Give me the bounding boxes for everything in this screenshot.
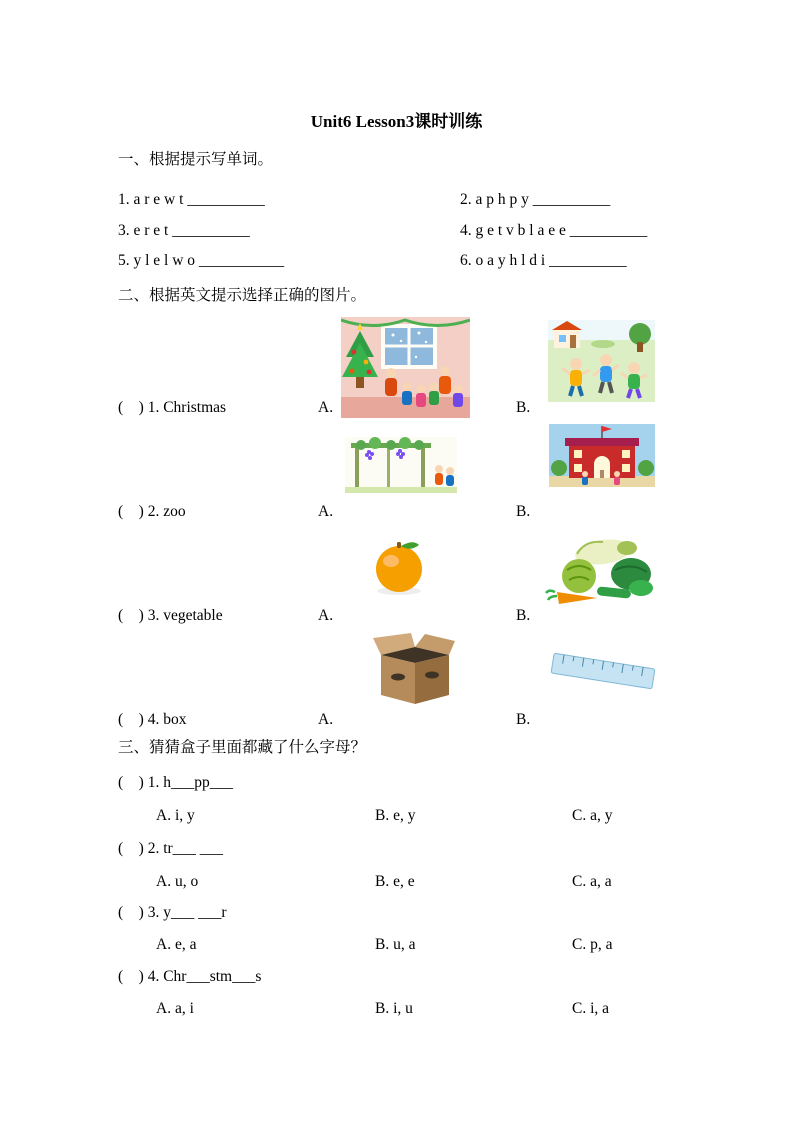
letter-question-3-option-c: C. p, a: [572, 936, 613, 953]
letter-question-4-option-b: B. i, u: [375, 1000, 413, 1017]
unscramble-item-3: 3. e r e t __________: [118, 222, 250, 239]
option-b-label: B.: [516, 711, 531, 728]
option-b-label: B.: [516, 503, 531, 520]
unscramble-item-5: 5. y l e l w o ___________: [118, 252, 285, 269]
option-a-label: A.: [318, 399, 334, 416]
option-a-label: A.: [318, 711, 334, 728]
letter-question-4-option-c: C. i, a: [572, 1000, 610, 1017]
option-b-label: B.: [516, 607, 531, 624]
children-playing-image: [548, 320, 655, 402]
letter-question-2-option-c: C. a, a: [572, 873, 612, 890]
unscramble-item-1: 1. a r e w t __________: [118, 191, 265, 208]
section1-heading: 一、根据提示写单词。: [118, 151, 274, 168]
grape-trellis-image: [345, 437, 457, 493]
letter-question-3-stem: ( ) 3. y___ ___r: [118, 904, 227, 921]
vegetables-image: [545, 536, 655, 609]
picture-question-2-stem: ( ) 2. zoo: [118, 503, 186, 520]
orange-image: [368, 538, 430, 596]
christmas-scene-image: [341, 317, 470, 418]
letter-question-3-option-b: B. u, a: [375, 936, 416, 953]
section2-heading: 二、根据英文提示选择正确的图片。: [118, 287, 367, 304]
picture-question-3-stem: ( ) 3. vegetable: [118, 607, 223, 624]
option-a-label: A.: [318, 607, 334, 624]
option-a-label: A.: [318, 503, 334, 520]
letter-question-3-option-a: A. e, a: [156, 936, 197, 953]
letter-question-2-stem: ( ) 2. tr___ ___: [118, 840, 224, 857]
letter-question-2-option-a: A. u, o: [156, 873, 199, 890]
letter-question-1-option-a: A. i, y: [156, 807, 195, 824]
letter-question-4-option-a: A. a, i: [156, 1000, 194, 1017]
letter-question-2-option-b: B. e, e: [375, 873, 415, 890]
option-b-label: B.: [516, 399, 531, 416]
unscramble-item-4: 4. g e t v b l a e e __________: [460, 222, 648, 239]
ruler-image: [550, 648, 656, 694]
letter-question-1-option-b: B. e, y: [375, 807, 416, 824]
letter-question-1-stem: ( ) 1. h___pp___: [118, 774, 233, 791]
picture-question-4-stem: ( ) 4. box: [118, 711, 187, 728]
unscramble-item-2: 2. a p h p y __________: [460, 191, 611, 208]
unscramble-item-6: 6. o a y h l d i __________: [460, 252, 627, 269]
school-building-image: [549, 424, 655, 487]
section3-heading: 三、猜猜盒子里面都藏了什么字母？: [118, 739, 367, 756]
page-title: Unit6 Lesson3课时训练: [310, 112, 483, 131]
letter-question-4-stem: ( ) 4. Chr___stm___s: [118, 968, 262, 985]
picture-question-1-stem: ( ) 1. Christmas: [118, 399, 227, 416]
letter-question-1-option-c: C. a, y: [572, 807, 613, 824]
cardboard-box-image: [365, 633, 461, 706]
